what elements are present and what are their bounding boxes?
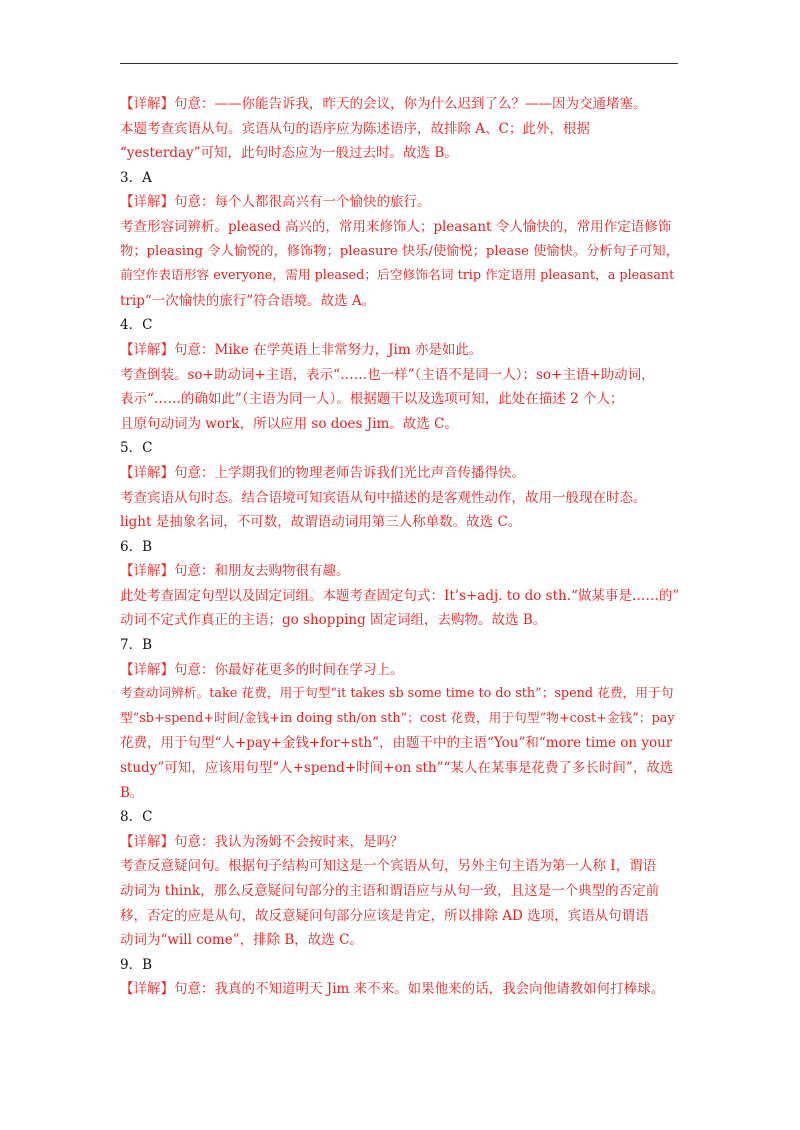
explanation-line: “yesterday”可知，此句时态应为一般过去时。故选 B。: [120, 145, 458, 162]
explanation-line: 花费，用于句型“人+pay+金钱+for+sth”，由题干中的主语“You”和“more time on your: [120, 735, 673, 752]
explanation-line: 物；pleasing 令人愉悦的，修饰物；pleasure 快乐/使愉悦；please 使愉快。分析句子可知，: [120, 243, 679, 259]
explanation-line: 【详解】句意：你最好花更多的时间在学习上。: [120, 661, 404, 678]
explanation-line: 本题考查宾语从句。宾语从句的语序应为陈述语序，故排除 A、C；此外，根据: [120, 120, 590, 137]
explanation-line: 且原句动词为 work，所以应用 so does Jim。故选 C。: [120, 415, 458, 432]
explanation-line: 考查反意疑问句。根据句子结构可知这是一个宾语从句，另外主句主语为第一人称 I，谓语: [120, 858, 657, 875]
answer-explanations: [120, 92, 680, 1002]
answer-number: 9．B: [120, 956, 153, 973]
answer-number: 7．B: [120, 637, 153, 654]
explanation-line: 考查宾语从句时态。结合语境可知宾语从句中描述的是客观性动作，故用一般现在时态。: [120, 489, 647, 506]
answer-number: 8．C: [120, 809, 153, 826]
explanation-line: 【详解】句意：——你能告诉我，昨天的会议，你为什么迟到了么？——因为交通堵塞。: [120, 96, 647, 112]
explanation-line: 【详解】句意：我认为汤姆不会按时来，是吗？: [120, 833, 404, 850]
explanation-line: light 是抽象名词，不可数，故谓语动词用第三人称单数。故选 C。: [120, 514, 522, 531]
explanation-line: 考查动词辨析。take 花费，用于句型“it takes sb some time to do sth”；spend 花费，用于句: [120, 686, 674, 702]
explanation-line: 动词为 think，那么反意疑问句部分的主语和谓语应与从句一致，且这是一个典型的否定前: [120, 883, 660, 899]
answer-number: 6．B: [120, 538, 153, 555]
explanation-line: 【详解】句意：我真的不知道明天 Jim 来不来。如果他来的话，我会向他请教如何打棒球。: [120, 981, 665, 998]
explanation-line: 【详解】句意：和朋友去购物很有趣。: [120, 563, 350, 580]
explanation-line: 动词不定式作真正的主语；go shopping 固定词组，去购物。故选 B。: [120, 612, 547, 629]
explanation-line: study”可知，应该用句型“人+spend+时间+on sth”“某人在某事是花费了多长时间”，故选: [120, 760, 674, 777]
explanation-line: B。: [120, 784, 144, 801]
explanation-line: 【详解】句意：上学期我们的物理老师告诉我们光比声音传播得快。: [120, 464, 525, 481]
explanation-line: trip“一次愉快的旅行”符合语境。故选 A。: [120, 292, 376, 309]
explanation-line: 考查倒装。so+助动词+主语，表示“……也一样”（主语不是同一人）；so+主语+助动词，: [120, 366, 655, 383]
header-rule: [120, 63, 678, 64]
explanation-line: 【详解】句意：Mike 在学英语上非常努力，Jim 亦是如此。: [120, 341, 483, 358]
answer-number: 4．C: [120, 317, 153, 334]
explanation-line: 型“sb+spend+时间/金钱+in doing sth/on sth”；cost 花费，用于句型“物+cost+金钱”；pay: [120, 710, 675, 726]
explanation-line: 移，否定的应是从句，故反意疑问句部分应该是肯定，所以排除 AD 选项，宾语从句谓语: [120, 907, 649, 924]
explanation-line: 动词为“will come”，排除 B，故选 C。: [120, 932, 363, 949]
explanation-line: 考查形容词辨析。pleased 高兴的，常用来修饰人；pleasant 令人愉快的，常用作定语修饰: [120, 218, 672, 235]
explanation-line: 前空作表语形容 everyone，需用 pleased；后空修饰名词 trip 作定语用 pleasant，a pleasant: [120, 268, 675, 284]
explanation-line: 【详解】句意：每个人都很高兴有一个愉快的旅行。: [120, 194, 431, 211]
answer-number: 5．C: [120, 440, 153, 457]
explanation-line: 此处考查固定句型以及固定词组。本题考查固定句式：It’s+adj. to do sth.“做某事是……的”: [120, 587, 680, 604]
explanation-line: 表示“……的确如此”（主语为同一人）。根据题干以及选项可知，此处在描述 2 个人；: [120, 391, 624, 408]
answer-number: 3．A: [120, 169, 152, 186]
